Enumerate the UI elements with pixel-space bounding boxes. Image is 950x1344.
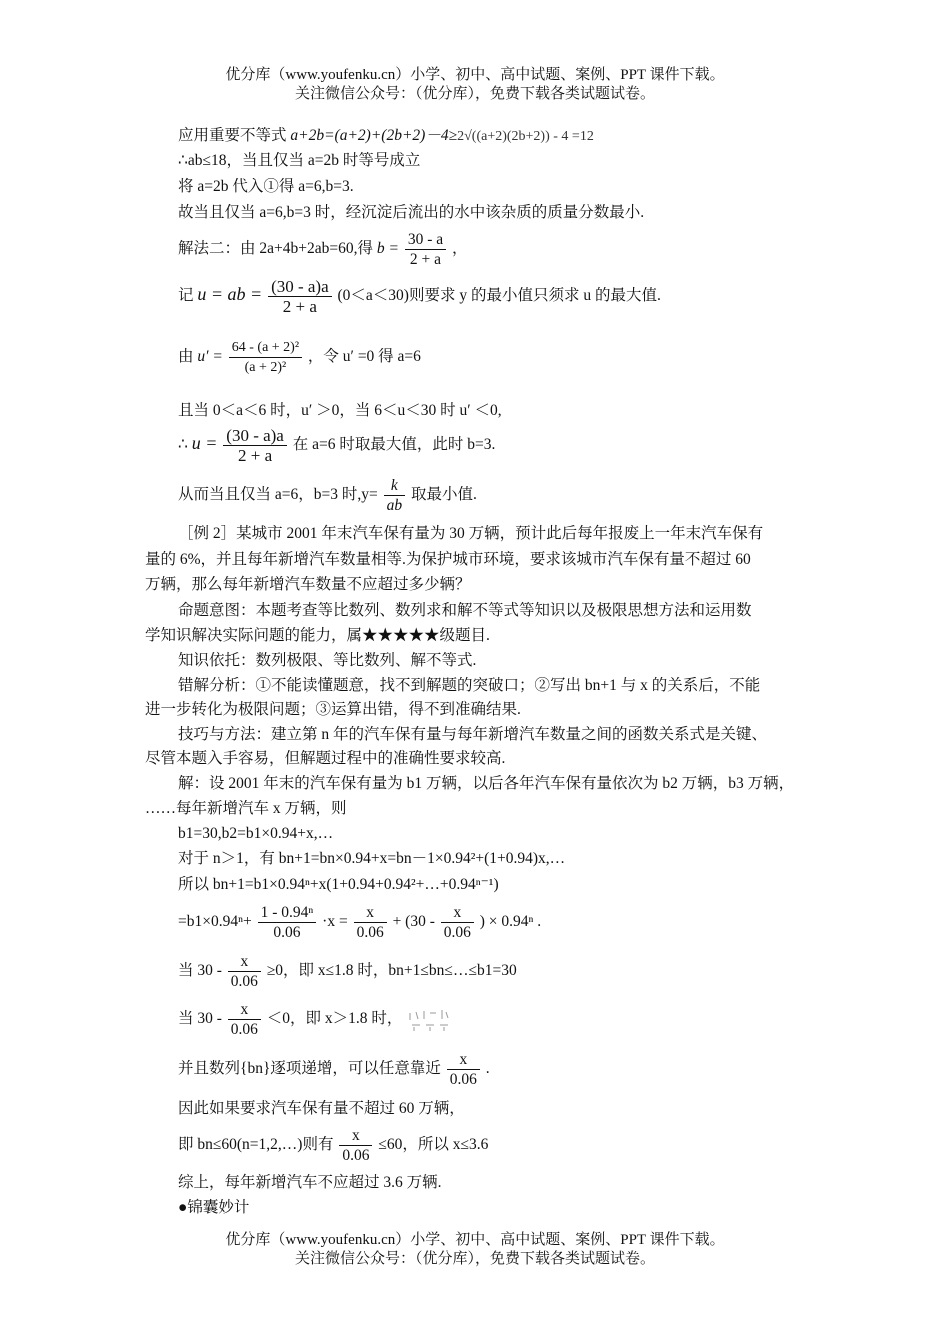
header-line-1: 优分库（www.youfenku.cn）小学、初中、高中试题、案例、PPT 课件下载。 [225, 67, 725, 83]
para-substitute: 将 a=2b 代入①得 a=6,b=3. [178, 178, 354, 195]
para-inequality: 应用重要不等式 a+2b=(a+2)+(2b+2)－4≥2√((a+2)(2b+2)) - 4 =12 [178, 127, 594, 144]
error-analysis-line-2: 进一步转化为极限问题；③运算出错，得不到准确结果. [145, 701, 521, 718]
example-2-line-3: 万辆，那么每年新增汽车数量不应超过多少辆？ [145, 576, 471, 593]
intent-line-1: 命题意图：本题考查等比数列、数列求和解不等式等知识以及极限思想方法和运用数 [178, 602, 752, 619]
para-method-two: 解法二：由 2a+4b+2ab=60,得 b = $\frac{30 - a}{2 + a}$ ， [178, 231, 468, 268]
step-b1-b2: b1=30,b2=b1×0.94+x,… [178, 825, 334, 842]
example-2-line-1: ［例 2］某城市 2001 年末汽车保有量为 30 万辆，预计此后每年报废上一年末汽车保有 [178, 525, 764, 542]
fraction: $\frac{(30 - a)a}{2 + a}$ [268, 277, 332, 316]
intent-line-2: 学知识解决实际问题的能力，属★★★★★级题目. [145, 627, 490, 644]
step-sum: 所以 bn+1=b1×0.94ⁿ+x(1+0.94+0.94²+…+0.94ⁿ⁻¹) [178, 876, 499, 893]
header-line-2: 关注微信公众号：（优分库），免费下载各类试题试卷。 [294, 86, 655, 102]
solution-line-2: ……每年新增汽车 x 万辆，则 [145, 800, 347, 817]
step-case-1: 当 30 - $\frac{x}{0.06}$ ≥0，即 x≤1.8 时，bn+1≤bn≤…≤b1=30 [178, 953, 517, 990]
fraction: $\frac{x}{0.06}$ [447, 1050, 480, 1089]
fraction: $\frac{x}{0.06}$ [339, 1126, 372, 1165]
step-increasing: 并且数列{bn}逐项递增，可以任意靠近 $\frac{x}{0.06}$ . [178, 1051, 490, 1088]
step-bound: 即 bn≤60(n=1,2,…)则有 $\frac{x}{0.06}$ ≤60，所以 x≤3.6 [178, 1127, 489, 1164]
step-recurrence: 对于 n＞1，有 bn+1=bn×0.94+x=bn－1×0.94²+(1+0.94)x,… [178, 850, 566, 867]
para-conclusion-1: 故当且仅当 a=6,b=3 时，经沉淀后流出的水中该杂质的质量分数最小. [178, 204, 645, 221]
para-max: ∴ u = $\frac{(30 - a)a}{2 + a}$ 在 a=6 时取最大值，此时 b=3. [178, 426, 496, 465]
footer-line-1: 优分库（www.youfenku.cn）小学、初中、高中试题、案例、PPT 课件下载。 [225, 1232, 725, 1248]
fraction: $\frac{k}{ab}$ [384, 476, 406, 515]
example-2-line-2: 量的 6%，并且每年新增汽车数量相等.为保护城市环境，要求该城市汽车保有量不超过 60 [145, 551, 751, 568]
fraction: $\frac{(30 - a)a}{2 + a}$ [223, 426, 287, 465]
para-min: 从而当且仅当 a=6，b=3 时,y= $\frac{k}{ab}$ 取最小值. [178, 477, 477, 514]
fraction: $\frac{30 - a}{2 + a}$ [405, 230, 446, 269]
knowledge-basis: 知识依托：数列极限、等比数列、解不等式. [178, 652, 477, 669]
solution-line-1: 解：设 2001 年末的汽车保有量为 b1 万辆，以后各年汽车保有量依次为 b2 万辆，b3 万辆， [178, 775, 795, 792]
para-ab-bound: ∴ab≤18，当且仅当 a=2b 时等号成立 [178, 152, 421, 169]
skill-line-2: 尽管本题入手容易，但解题过程中的准确性要求较高. [145, 750, 506, 767]
fraction: $\frac{x}{0.06}$ [354, 903, 387, 942]
para-define-u: 记 u = ab = $\frac{(30 - a)a}{2 + a}$ (0＜a＜30)则要求 y 的最小值只须求 u 的最大值. [178, 277, 661, 316]
step-case-2: 当 30 - $\frac{x}{0.06}$ ＜0，即 x＞1.8 时， [178, 1000, 452, 1039]
fraction: $\frac{x}{0.06}$ [228, 952, 261, 991]
formula-image [406, 1007, 452, 1033]
fraction: $\frac{x}{0.06}$ [441, 903, 474, 942]
error-analysis-line-1: 错解分析：①不能读懂题意，找不到解题的突破口；②写出 bn+1 与 x 的关系后，不能 [178, 677, 761, 694]
section-heading-tips: ●锦囊妙计 [178, 1199, 250, 1216]
step-requirement: 因此如果要求汽车保有量不超过 60 万辆， [178, 1100, 465, 1117]
fraction: $\frac{\text{64 - (a + 2)²}}{\text{(a + 2)²}}$ [229, 338, 302, 377]
footer-line-2: 关注微信公众号：（优分库），免费下载各类试题试卷。 [294, 1251, 655, 1267]
step-closed-form: =b1×0.94ⁿ+ $\frac{\text{1 - 0.94ⁿ}}{0.06}$ ·x = $\frac{x}{0.06}$ + (30 - $\frac{x}{0.06}$ ) × 0.94ⁿ . [178, 904, 542, 941]
fraction: $\frac{\text{1 - 0.94ⁿ}}{0.06}$ [258, 903, 317, 942]
para-derivative: 由 u′ = $\frac{\text{64 - (a + 2)²}}{\text{(a + 2)²}}$ ，令 u′ =0 得 a=6 [178, 340, 421, 375]
fraction: $\frac{x}{0.06}$ [228, 1000, 261, 1039]
skill-line-1: 技巧与方法：建立第 n 年的汽车保有量与每年新增汽车数量之间的函数关系式是关键、 [178, 726, 768, 743]
para-sign: 且当 0＜a＜6 时，u′ ＞0，当 6＜u＜30 时 u′ ＜0, [178, 402, 502, 419]
step-summary: 综上，每年新增汽车不应超过 3.6 万辆. [178, 1174, 442, 1191]
